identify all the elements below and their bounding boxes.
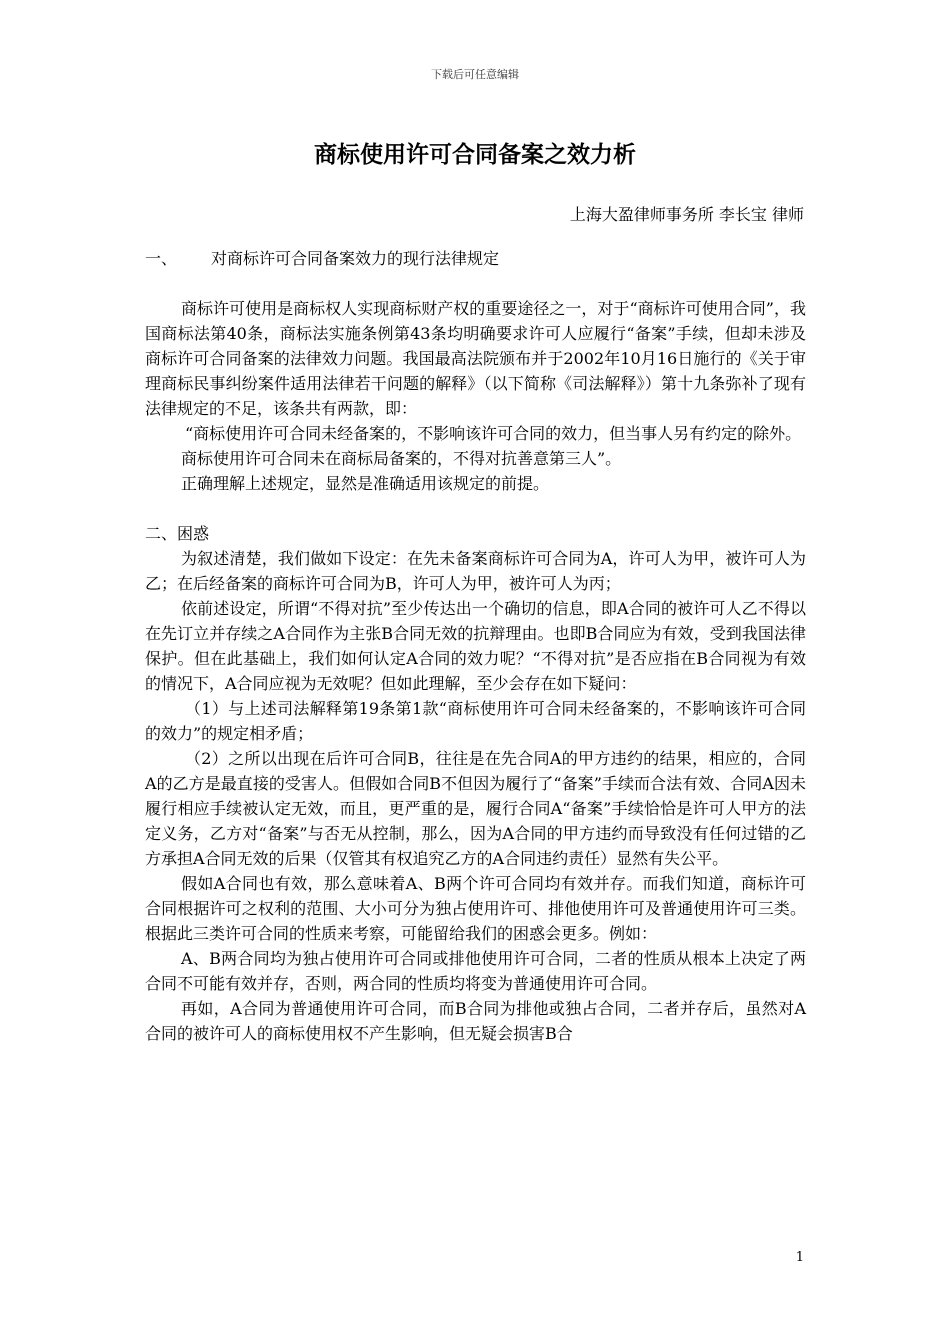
- paragraph-list-item: （2）之所以出现在后许可合同B，往往是在先合同A的甲方违约的结果，相应的，合同A的乙方是最直接的受害人。但假如合同B不但因为履行了“备案”手续而合法有效、合同A因未履行相应手续被认定无效，而且，更严重的是，履行合同A“备案”手续恰恰是许可人甲方的法定义务，乙方对“备案”与否无从控制，那么，因为A合同的甲方违约而导致没有任何过错的乙方承担A合同无效的后果（仅管其有权追究乙方的A合同违约责任）显然有失公平。: [145, 749, 806, 868]
- document-title: 商标使用许可合同备案之效力析: [314, 141, 636, 168]
- paragraph: A、B两合同均为独占使用许可合同或排他使用许可合同，二者的性质从根本上决定了两合同不可能有效并存，否则，两合同的性质均将变为普通使用许可合同。: [145, 949, 806, 993]
- page-header: 下载后可任意编辑: [431, 68, 519, 81]
- paragraph: 假如A合同也有效，那么意味着A、B两个许可合同均有效并存。而我们知道，商标许可合同根据许可之权利的范围、大小可分为独占使用许可、排他使用许可及普通使用许可三类。根据此三类许可合同的性质来考察，可能留给我们的困惑会更多。例如：: [145, 874, 806, 943]
- section-number: 一、: [145, 249, 178, 268]
- section-heading-2: 二、困惑: [145, 524, 210, 543]
- paragraph: 商标许可使用是商标权人实现商标财产权的重要途径之一，对于“商标许可使用合同”，我国商标法第40条，商标法实施条例第43条均明确要求许可人应履行“备案”手续，但却未涉及商标许可合同备案的法律效力问题。我国最高法院颁布并于2002年10月16日施行的《关于审理商标民事纠纷案件适用法律若干问题的解释》（以下简称《司法解释》）第十九条弥补了现有法律规定的不足，该条共有两款，即：: [145, 299, 806, 418]
- section-heading-1: [145, 246, 806, 271]
- paragraph: 依前述设定，所谓“不得对抗”至少传达出一个确切的信息，即A合同的被许可人乙不得以在先订立并存续之A合同作为主张B合同无效的抗辩理由。也即B合同应为有效，受到我国法律保护。但在此基础上，我们如何认定A合同的效力呢？“不得对抗”是否应指在B合同视为有效的情况下，A合同应视为无效呢？但如此理解，至少会存在如下疑问：: [145, 599, 806, 693]
- paragraph-list-item: （1）与上述司法解释第19条第1款“商标使用许可合同未经备案的，不影响该许可合同的效力”的规定相矛盾；: [145, 699, 806, 743]
- document-body: [145, 246, 806, 1046]
- paragraph: 正确理解上述规定，显然是准确适用该规定的前提。: [181, 474, 550, 493]
- paragraph-quote: 商标使用许可合同未在商标局备案的，不得对抗善意第三人”。: [181, 449, 622, 468]
- author-line: 上海大盈律师事务所 李长宝 律师: [569, 205, 804, 224]
- paragraph-quote: “商标使用许可合同未经备案的，不影响该许可合同的效力，但当事人另有约定的除外。: [185, 424, 802, 443]
- paragraph: 为叙述清楚，我们做如下设定：在先未备案商标许可合同为A，许可人为甲，被许可人为乙；在后经备案的商标许可合同为B，许可人为甲，被许可人为丙；: [145, 549, 806, 593]
- spacer: [145, 496, 806, 521]
- page-number: 1: [795, 1250, 804, 1265]
- section-title: 对商标许可合同备案效力的现行法律规定: [211, 249, 500, 268]
- paragraph: 再如，A合同为普通使用许可合同，而B合同为排他或独占合同，二者并存后，虽然对A合同的被许可人的商标使用权不产生影响，但无疑会损害B合: [145, 999, 806, 1043]
